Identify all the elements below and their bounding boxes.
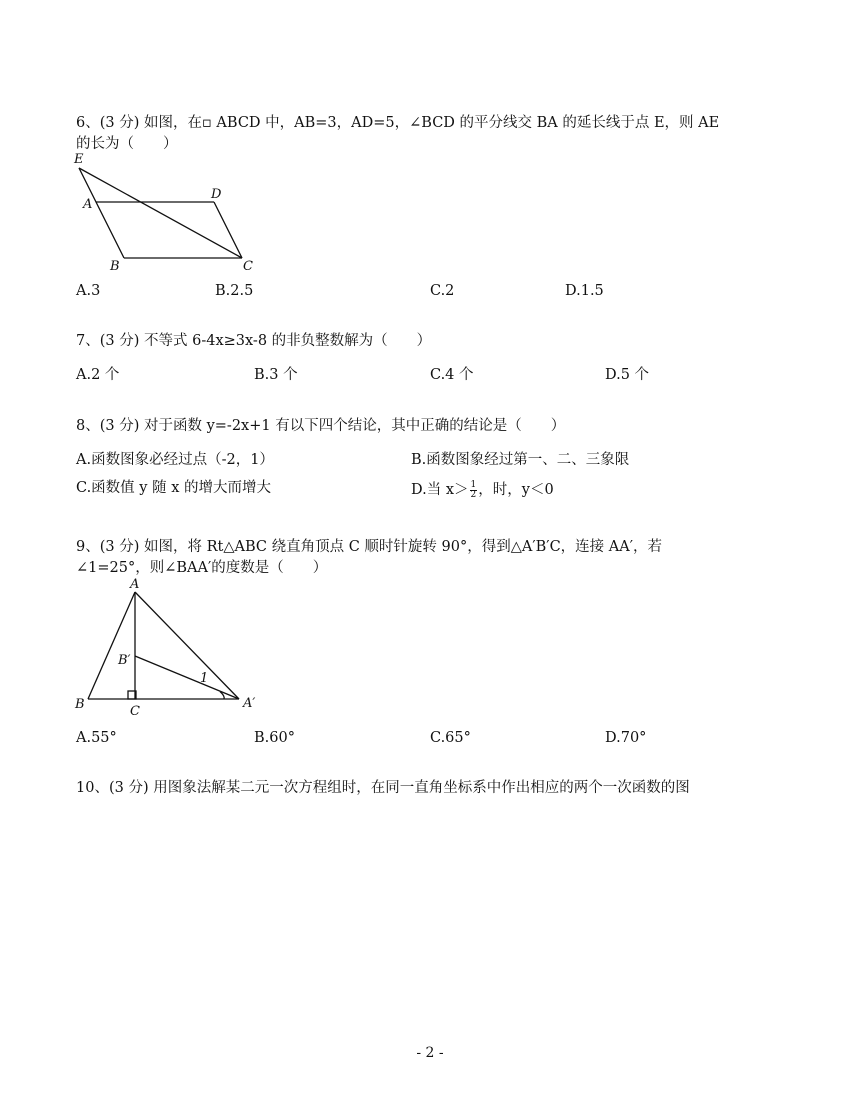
q9-label-b: B	[75, 697, 85, 712]
q9-label-angle-1: 1	[200, 671, 209, 686]
q8-option-d-prefix: D.当 x＞	[411, 482, 469, 498]
page-number: - 2 -	[416, 1045, 444, 1061]
q7-option-a[interactable]: A.2 个	[76, 367, 120, 383]
q9-label-a-prime: A′	[243, 696, 256, 711]
q6-label-a: A	[83, 197, 93, 212]
q6-stem-line1: 6、(3 分) 如图，在▫ ABCD 中，AB=3，AD=5，∠BCD 的平分线交 BA 的延长线于点 E，则 AE	[76, 115, 720, 131]
q9-label-a: A	[130, 578, 140, 592]
q9-label-c: C	[130, 704, 140, 718]
q8-option-d[interactable]	[411, 480, 554, 500]
q9-option-d[interactable]: D.70°	[605, 730, 647, 746]
q6-label-e: E	[74, 152, 84, 167]
q7-option-b[interactable]: B.3 个	[254, 367, 298, 383]
q8-option-a[interactable]: A.函数图象必经过点（-2，1）	[76, 452, 274, 468]
q6-option-b[interactable]: B.2.5	[215, 283, 254, 299]
q6-option-a[interactable]: A.3	[76, 283, 101, 299]
q6-option-d[interactable]: D.1.5	[565, 283, 604, 299]
q8-option-b[interactable]: B.函数图象经过第一、二、三象限	[411, 452, 630, 468]
q9-stem-line2: ∠1=25°，则∠BAA′的度数是（ ）	[76, 560, 328, 576]
q6-label-b: B	[110, 259, 120, 273]
fraction-numerator: 1	[470, 479, 477, 490]
q8-option-d-suffix: ，时，y＜0	[478, 482, 554, 498]
q7-stem: 7、(3 分) 不等式 6-4x≥3x-8 的非负整数解为（ ）	[76, 333, 432, 349]
q8-stem: 8、(3 分) 对于函数 y=-2x+1 有以下四个结论，其中正确的结论是（ ）	[76, 418, 566, 434]
q9-option-c[interactable]: C.65°	[430, 730, 471, 746]
q6-stem-line2: 的长为（ ）	[76, 136, 178, 152]
q9-label-b-prime: B′	[118, 653, 131, 668]
q6-label-c: C	[243, 259, 253, 273]
q6-label-d: D	[211, 187, 222, 202]
q7-option-d[interactable]: D.5 个	[605, 367, 650, 383]
q8-option-d-fraction	[470, 481, 478, 500]
q9-option-b[interactable]: B.60°	[254, 730, 295, 746]
fraction-denominator: 2	[470, 489, 477, 500]
q9-option-a[interactable]: A.55°	[76, 730, 117, 746]
q10-stem: 10、(3 分) 用图象法解某二元一次方程组时，在同一直角坐标系中作出相应的两个一次函数的图	[76, 780, 690, 796]
q6-option-c[interactable]: C.2	[430, 283, 455, 299]
q8-option-c[interactable]: C.函数值 y 随 x 的增大而增大	[76, 480, 271, 496]
q6-parallelogram-figure	[70, 148, 270, 273]
q9-stem-line1: 9、(3 分) 如图，将 Rt△ABC 绕直角顶点 C 顺时针旋转 90°，得到△A′B′C，连接 AA′，若	[76, 539, 663, 555]
q7-option-c[interactable]: C.4 个	[430, 367, 474, 383]
q9-rotation-figure	[70, 578, 270, 718]
